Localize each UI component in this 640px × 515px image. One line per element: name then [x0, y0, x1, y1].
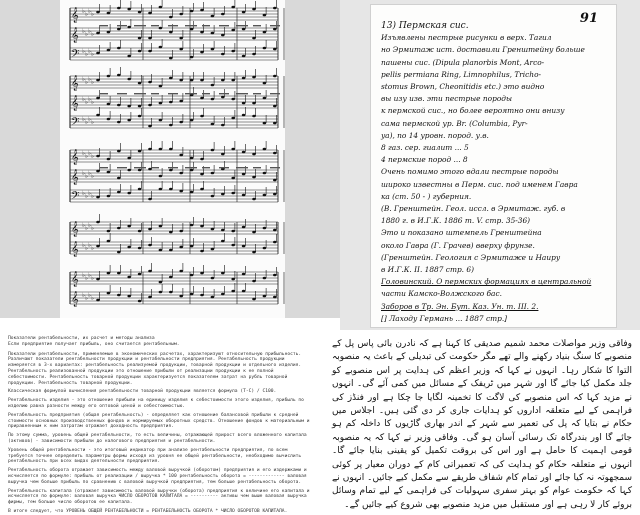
svg-text:♭: ♭ [88, 48, 91, 55]
svg-text:♭: ♭ [85, 193, 88, 200]
music-staves-drawing [60, 0, 285, 318]
manuscript-line: сама пермской ур. Br. (Columbia, Pyr- [381, 118, 528, 128]
manuscript-line: Головинский. О пермских формациях в центральной [381, 277, 592, 287]
svg-text:♭: ♭ [88, 96, 91, 103]
svg-text:♭: ♭ [91, 193, 94, 200]
sheet-music-page [60, 0, 285, 318]
svg-text:♭: ♭ [82, 150, 85, 157]
manuscript-line: [] Лаходу Германь ... 1887 стр.] [381, 313, 508, 323]
svg-text:♭: ♭ [91, 153, 94, 160]
manuscript-line: Заборов в Тр. Эн. Бут. Каз. Ун. т. III. 2. [381, 301, 539, 311]
manuscript-line: 13) Пермская сис. [381, 21, 469, 31]
svg-text:♭: ♭ [85, 11, 88, 18]
svg-text:♭: ♭ [91, 99, 94, 106]
urdu-text-document [322, 330, 640, 510]
svg-text:♭: ♭ [91, 31, 94, 38]
svg-text:♭: ♭ [82, 222, 85, 229]
document-paragraph: Показатели рентабельности, применяемые в экономических расчетах, характеризуют относительную прибыльность. Различают показатели рентабельности продукции и рентабельности предприятия. Рентабельность продукции измеряется в 3-х вариантах: рентабельность реализуемой продукции, товарной продукции и отдельного изделия. Рентабельность реализованной продукции это отношение прибыли от реализации продукции к ее полной себестоимости. Рентабельность товарной продукции характеризуется показателем затрат на рубль товарной продукции. Рентабельность товарной продукции. [8, 351, 302, 386]
document-paragraph: Рентабельность изделия - это отношение прибыли на единицу изделия к себестоимости этого изделия, прибыль по изделию равна разности между его оптовой ценой и себестоимостью. [8, 398, 304, 409]
svg-text:𝄞: 𝄞 [71, 8, 79, 23]
svg-text:♭: ♭ [82, 242, 85, 249]
svg-text:♭: ♭ [91, 173, 94, 180]
svg-text:♭: ♭ [91, 11, 94, 18]
svg-text:𝄞: 𝄞 [71, 170, 79, 185]
svg-text:𝄢: 𝄢 [71, 116, 80, 131]
manuscript-line: нo Эрмитаж ист. доставили Гренштейну больше [381, 45, 585, 55]
document-paragraph: Классическая формулой вычисления рентабельности товарной продукции является формула (Т-С) / С100. [8, 389, 277, 395]
manuscript-line: широко известны в Перм. сис. под именем Гавра [381, 179, 578, 189]
svg-text:♭: ♭ [88, 242, 91, 249]
svg-text:𝄞: 𝄞 [71, 222, 79, 237]
svg-text:♭: ♭ [85, 51, 88, 58]
manuscript-line: pellis permiana Ring, Limnophilus, Tricho- [381, 69, 542, 79]
manuscript-line: stomus Brown, Cheonitidis etc.) это видно [381, 82, 545, 91]
svg-text:♭: ♭ [85, 99, 88, 106]
document-paragraph: Рентабельность капитала (отражает зависимость валовой выручки (оборота) предприятия к величине его капитала и исчисляется по формуле: валовая выручка ЧИСЛО ОБОРОТОВ КАПИТАЛА = ---------- активы чем выше валовая выручка фирмы, тем больше число оборотов ее капитала. [8, 488, 310, 506]
svg-text:♭: ♭ [88, 8, 91, 15]
document-paragraph: Рентабельность оборота отражает зависимость между валовой выручкой (оборотом) предприятия и его издержками и исчисляется по формуле: прибыль от реализации / выручка * 100 рентабельность оборота = ------------- валовая выручка чем больше прибыль по сравнению с валовой выручкой предприятия, тем больше рентабельность оборота. [8, 468, 307, 485]
manuscript-line: (В. Гренштейн. Геол. иссл. в Эрмитаж. губ. в [381, 204, 566, 213]
svg-text:♭: ♭ [88, 170, 91, 177]
svg-text:♭: ♭ [82, 28, 85, 35]
svg-text:♭: ♭ [85, 153, 88, 160]
manuscript-line: пашены сис. (Dipula planorbis Mont, Arco- [381, 57, 545, 67]
manuscript-line: в И.Г.К. II. 1887 стр. 6) [381, 265, 474, 274]
svg-text:♭: ♭ [82, 190, 85, 197]
svg-text:♭: ♭ [85, 31, 88, 38]
svg-text:♭: ♭ [88, 272, 91, 279]
svg-text:𝄞: 𝄞 [71, 150, 79, 165]
svg-text:♭: ♭ [88, 292, 91, 299]
svg-text:♭: ♭ [85, 173, 88, 180]
svg-text:♭: ♭ [82, 170, 85, 177]
svg-text:𝄢: 𝄢 [71, 190, 80, 205]
svg-text:♭: ♭ [85, 245, 88, 252]
russian-text-document [0, 330, 320, 514]
svg-text:♭: ♭ [85, 295, 88, 302]
svg-text:♭: ♭ [82, 272, 85, 279]
svg-text:♭: ♭ [91, 295, 94, 302]
svg-text:♭: ♭ [88, 190, 91, 197]
svg-text:♭: ♭ [88, 150, 91, 157]
manuscript-line: Изъявлены пестрые рисунки в верх. Тагил [381, 33, 552, 43]
manuscript-line: вы изу изв. эти пестрые породы [381, 94, 512, 104]
svg-text:♭: ♭ [82, 76, 85, 83]
svg-text:♭: ♭ [82, 96, 85, 103]
manuscript-line: Очень помимо этого вдали пестрые породы [381, 167, 559, 177]
svg-text:𝄞: 𝄞 [71, 272, 79, 287]
manuscript-line: Это и показано штемпель Гренштейна [381, 228, 542, 238]
svg-text:♭: ♭ [82, 48, 85, 55]
manuscript-line: к пермской сис., но более вероятно они внизу [381, 106, 565, 116]
document-paragraph: По этому сумма, уровень общей рентабельности, то есть величины, отражающей прирост всего вложенного капитала (активов) - зависимости прибыли до налогового предприятия и рентабельности. [8, 433, 307, 444]
svg-text:♭: ♭ [88, 222, 91, 229]
svg-text:♭: ♭ [88, 76, 91, 83]
urdu-paragraph: وفاقی وزیر مواصلات محمد شمیم صدیقی کا کہنا ہے کہ نادرن بائی پاس پل کے منصوبے کا سنگ بنیاد رکھنے والے تھے مگر حکومت کی تبدیلی کے باعث یہ منصوبہ التوا کا شکار رہا۔ انہوں نے کہا کہ وزیر اعظم کی ہدایت پر اس منصوبے کو جلد مکمل کیا جائے گا اور شہر میں ٹریفک کے مسائل میں کمی آئے گی۔ انہوں نے مزید کہا کہ اس منصوبے کی لاگت کا تخمینہ لگایا جا چکا ہے اور فنڈز کی فراہمی کے لیے متعلقہ اداروں کو ہدایات جاری کر دی گئی ہیں۔ اجلاس میں حکام نے بتایا کہ پل کی تعمیر سے شہر کے اندر بھاری گاڑیوں کا داخلہ کم ہو جائے گا اور بندرگاہ تک رسائی آسان ہو گی۔ وفاقی وزیر نے کہا کہ یہ منصوبہ قومی اہمیت کا حامل ہے اور اس کی بروقت تکمیل کو یقینی بنایا جائے گا۔ انہوں نے متعلقہ حکام کو ہدایت کی کہ تعمیراتی کام کے دوران معیار پر کوئی سمجھوتہ نہ کیا جائے اور تمام کام شفاف طریقے سے مکمل کیے جائیں۔ انہوں نے کہا کہ حکومت عوام کو بہتر سفری سہولیات کی فراہمی کے لیے تمام وسائل بروئے کار لا رہی ہے اور مستقبل میں مزید منصوبے بھی شروع کیے جائیں گے۔ [332, 339, 632, 510]
svg-text:𝄢: 𝄢 [71, 48, 80, 63]
svg-text:𝄞: 𝄞 [71, 242, 79, 257]
svg-text:♭: ♭ [85, 79, 88, 86]
svg-text:♭: ♭ [91, 275, 94, 282]
page-number: 91 [579, 11, 598, 26]
svg-text:♭: ♭ [82, 292, 85, 299]
svg-text:♭: ♭ [91, 245, 94, 252]
svg-text:♭: ♭ [91, 51, 94, 58]
manuscript-line: 4 пермские пород ... 8 [381, 155, 468, 165]
svg-text:𝄞: 𝄞 [71, 96, 79, 111]
document-heading: Показатели рентабельности, их расчет и методы анализа Если предприятие получает прибыль, оно считается рентабельным. [8, 336, 180, 347]
manuscript-line: 1880 г. в И.Г.К. 1886 т. V. стр. 35-36) [381, 216, 531, 226]
svg-text:♭: ♭ [85, 119, 88, 126]
manuscript-line: 8 газ. сер. гиалит ... 5 [381, 143, 469, 152]
handwritten-manuscript-image [340, 0, 640, 330]
svg-text:𝄞: 𝄞 [71, 76, 79, 91]
manuscript-line: (Гренштейн. Геология с Эрмитаже и Наиру [381, 252, 561, 262]
document-paragraph: Рентабельность предприятия (общая рентабельность) - определяет как отношение балансовой прибыли к средней стоимости основных производственных фондов и нормируемых оборотных средств. Отношение фондов к материальным и приравненным к ним затратам отражает доходность предприятия. [8, 412, 310, 430]
sheet-music-image [0, 0, 340, 318]
document-body [0, 352, 320, 515]
svg-text:♭: ♭ [88, 28, 91, 35]
svg-text:𝄞: 𝄞 [71, 292, 79, 307]
svg-text:♭: ♭ [85, 275, 88, 282]
svg-text:♭: ♭ [88, 116, 91, 123]
svg-text:𝄞: 𝄞 [71, 28, 79, 43]
document-paragraph: В итоге следует, что УРОВЕНЬ ОБЩЕЙ РЕНТАБЕЛЬНОСТИ = РЕНТАБЕЛЬНОСТЬ ОБОРОТА * ЧИСЛО ОБОРОТОВ КАПИТАЛА. [8, 508, 288, 514]
svg-text:♭: ♭ [91, 79, 94, 86]
svg-text:♭: ♭ [85, 225, 88, 232]
document-paragraph: Уровень общей рентабельности - это итоговый индикатор при анализе рентабельности предприятия, по всем требуется точнее определить параметры формы исходя из уровня ее общей рентабельности, необходимо вычислить рентабельность при всех видах деятельности предприятия. [8, 447, 302, 465]
svg-text:♭: ♭ [82, 8, 85, 15]
svg-text:♭: ♭ [82, 116, 85, 123]
manuscript-page [370, 4, 617, 328]
manuscript-line: ya), по 14 уровн. пород. у.в. [381, 130, 489, 140]
manuscript-line: части Камско-Волжского бас. [381, 289, 502, 299]
svg-text:♭: ♭ [91, 119, 94, 126]
manuscript-line: ка (ст. 50 - ) губерния. [381, 191, 472, 201]
svg-text:♭: ♭ [91, 225, 94, 232]
manuscript-line: около Гавра (Г. Грачев) вверху фрунзе. [381, 240, 535, 250]
